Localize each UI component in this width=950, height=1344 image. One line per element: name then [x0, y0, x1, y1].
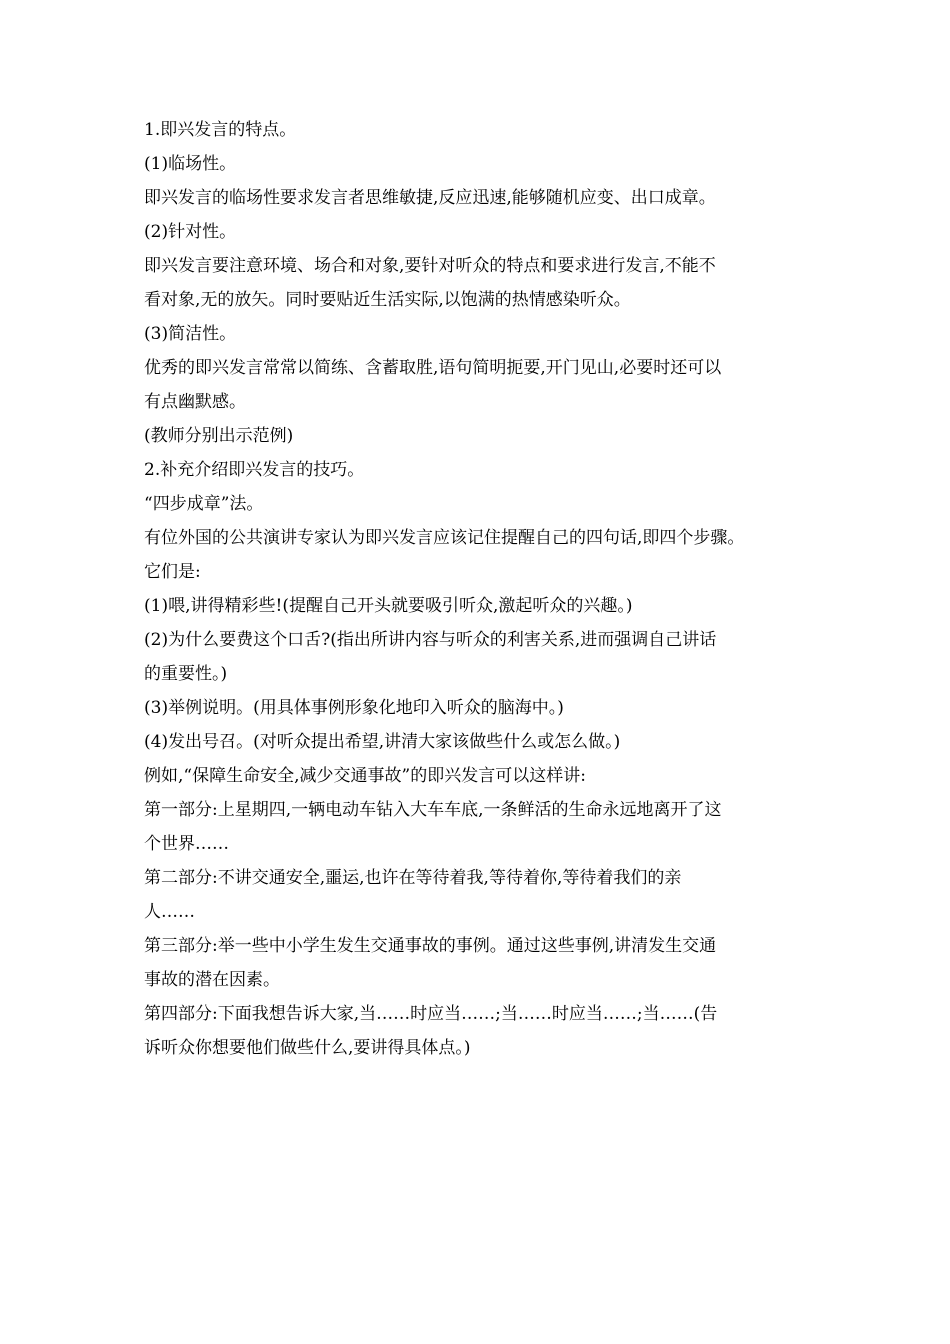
subheading-conciseness: (3)简洁性。: [144, 324, 237, 344]
heading-techniques: 2.补充介绍即兴发言的技巧。: [144, 460, 365, 480]
step-1: (1)喂,讲得精彩些!(提醒自己开头就要吸引听众,激起听众的兴趣。): [144, 596, 633, 616]
example-part-4-continued: 诉听众你想要他们做些什么,要讲得具体点。): [144, 1038, 471, 1058]
paragraph-line: 优秀的即兴发言常常以简练、含蓄取胜,语句简明扼要,开门见山,必要时还可以: [144, 358, 722, 378]
paragraph-line: 有位外国的公共演讲专家认为即兴发言应该记住提醒自己的四句话,即四个步骤。: [144, 528, 745, 548]
paragraph-line: 即兴发言要注意环境、场合和对象,要针对听众的特点和要求进行发言,不能不: [144, 256, 716, 276]
step-4: (4)发出号召。(对听众提出希望,讲清大家该做些什么或怎么做。): [144, 732, 621, 752]
method-title: “四步成章”法。: [144, 494, 264, 514]
paragraph-line: 它们是:: [144, 562, 201, 582]
teacher-note: (教师分别出示范例): [144, 426, 294, 446]
example-part-3: 第三部分:举一些中小学生发生交通事故的事例。通过这些事例,讲清发生交通: [144, 936, 717, 956]
paragraph-line: 有点幽默感。: [144, 392, 246, 412]
subheading-spontaneity: (1)临场性。: [144, 154, 237, 174]
paragraph-line: 即兴发言的临场性要求发言者思维敏捷,反应迅速,能够随机应变、出口成章。: [144, 188, 716, 208]
step-3: (3)举例说明。(用具体事例形象化地印入听众的脑海中。): [144, 698, 564, 718]
example-part-2: 第二部分:不讲交通安全,噩运,也许在等待着我,等待着你,等待着我们的亲: [144, 868, 682, 888]
heading-characteristics: 1.即兴发言的特点。: [144, 120, 297, 140]
document-body: [144, 113, 824, 1065]
example-part-1: 第一部分:上星期四,一辆电动车钻入大车车底,一条鲜活的生命永远地离开了这: [144, 800, 722, 820]
example-part-4: 第四部分:下面我想告诉大家,当……时应当……;当……时应当……;当……(告: [144, 1004, 718, 1024]
paragraph-line: 看对象,无的放矢。同时要贴近生活实际,以饱满的热情感染听众。: [144, 290, 631, 310]
example-part-3-continued: 事故的潜在因素。: [144, 970, 280, 990]
subheading-pertinence: (2)针对性。: [144, 222, 237, 242]
example-part-2-continued: 人……: [144, 902, 195, 922]
step-2-continued: 的重要性。): [144, 664, 228, 684]
step-2: (2)为什么要费这个口舌?(指出所讲内容与听众的利害关系,进而强调自己讲话: [144, 630, 717, 650]
example-intro: 例如,“保障生命安全,减少交通事故”的即兴发言可以这样讲:: [144, 766, 586, 786]
example-part-1-continued: 个世界……: [144, 834, 229, 854]
